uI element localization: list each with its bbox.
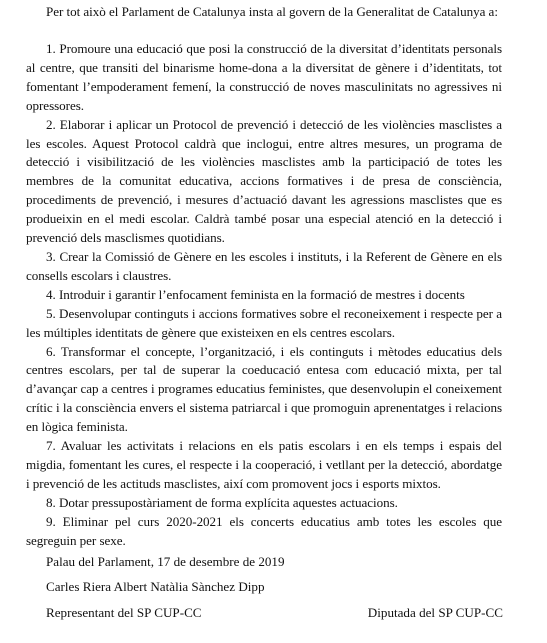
- list-item: 5. Desenvolupar continguts i accions formatives sobre el reconeixement i respecte per a les múltiples identitats de gènere que existeixen en els centres escolars.: [26, 305, 502, 340]
- list-item: 4. Introduir i garantir l’enfocament feminista en la formació de mestres i docents: [46, 286, 465, 302]
- list-item: 6. Transformar el concepte, l’organització, i els continguts i mètodes educatius dels centres escolars, per tal de superar la coeducació entesa com educació mixta, per tal d’avançar cap a centres i programes educatius feministes, que desenvolupin el coneixement crític i la consciència envers el sistema patriarcal i que promoguin aprenentatges i relacions en lògica feminista.: [26, 343, 502, 435]
- list-item: 8. Dotar pressupostàriament de forma explícita aquestes actuacions.: [46, 494, 398, 510]
- date-line: Palau del Parlament, 17 de desembre de 2019: [46, 554, 285, 569]
- list-item: 3. Crear la Comissió de Gènere en les escoles i instituts, i la Referent de Gènere en els consells escolars i claustres.: [26, 248, 502, 283]
- list-item: 7. Avaluar les activitats i relacions en els patis escolars i en els temps i espais del migdia, fomentant les cures, el respecte i la cooperació, i vetllant per la detecció, abordatge i prevenció de les actituds masclistes, així com promovent jocs i esports mixtos.: [26, 438, 502, 491]
- intro-paragraph: Per tot això el Parlament de Catalunya insta al govern de la Generalitat de Catalunya a:: [46, 4, 498, 19]
- role-left: Representant del SP CUP-CC: [46, 605, 202, 620]
- list-item: 9. Eliminar pel curs 2020-2021 els concerts educatius amb totes les escoles que segreguin per sexe.: [26, 513, 502, 548]
- role-right: Diputada del SP CUP-CC: [367, 605, 503, 620]
- list-item: 2. Elaborar i aplicar un Protocol de prevenció i detecció de les violències masclistes a les escoles. Aquest Protocol caldrà que inclogui, entre altres mesures, un programa de detecció i visibilització de les violències masclistes amb la participació de totes les membres de la comunitat educativa, accions formatives i de presa de consciència, procediments de prevenció, i mesures d’actuació davant les agressions masclistes que es produeixin en el medi escolar. Caldrà també posar una especial atenció en la detecció i prevenció dels masclismes quotidians.: [26, 116, 502, 246]
- list-item: 1. Promoure una educació que posi la construcció de la diversitat d’identitats personals al centre, que transiti del binarisme home-dona a la diversitat de gènere i d’identitats, tot fomentant l’empoderament femení, la construcció de noves masculinitats no agressives ni opressores.: [26, 41, 502, 113]
- resolution-list: [26, 40, 502, 550]
- signatories: Carles Riera Albert Natàlia Sànchez Dipp: [46, 579, 265, 594]
